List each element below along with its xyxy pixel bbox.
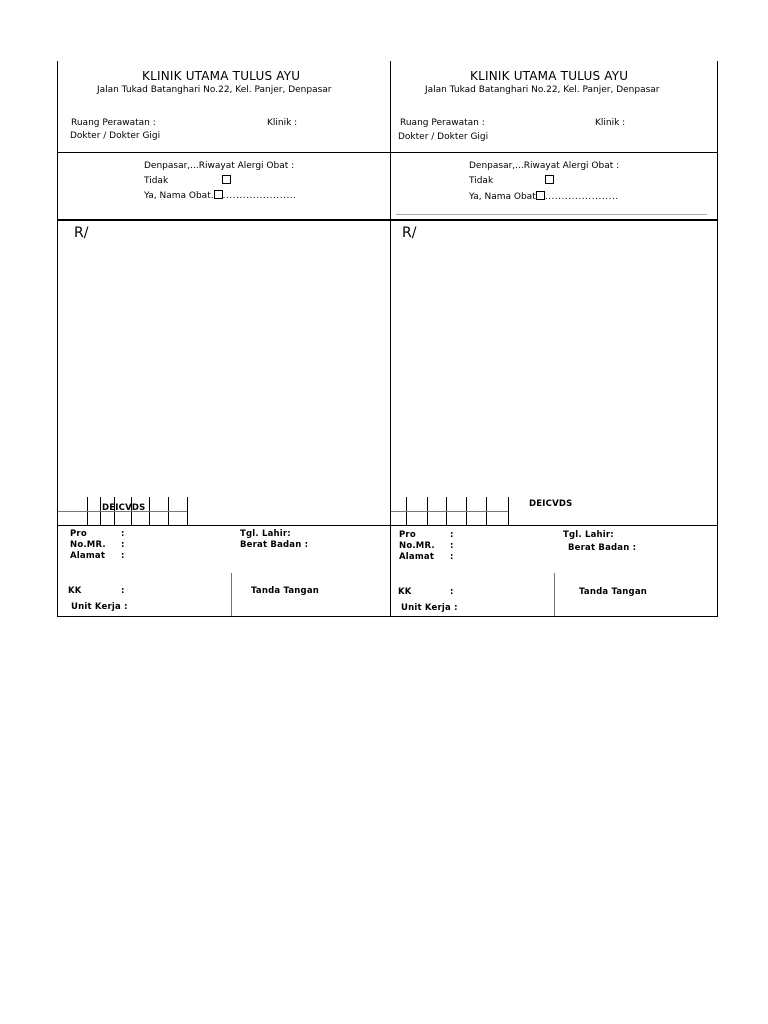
divider xyxy=(58,525,390,526)
pro-colon: : xyxy=(450,530,454,540)
grid-line xyxy=(508,497,509,525)
denpasar-label: Denpasar,... xyxy=(144,161,199,171)
pro-colon: : xyxy=(121,529,125,539)
klinik-label: Klinik : xyxy=(267,118,298,128)
clinic-address: Jalan Tukad Batanghari No.22, Kel. Panjer, Denpasar xyxy=(425,85,660,95)
pro-label: Pro xyxy=(399,530,416,540)
ya-line xyxy=(144,190,297,201)
ya-dots: ...................... xyxy=(222,191,297,201)
alamat-colon: : xyxy=(450,552,454,562)
clinic-name: KLINIK UTAMA TULUS AYU xyxy=(142,69,301,83)
clinic-name: KLINIK UTAMA TULUS AYU xyxy=(470,69,629,83)
ya-nama-obat-label: Ya, Nama Obat xyxy=(469,192,536,202)
tidak-checkbox[interactable] xyxy=(222,175,231,184)
prescription-form-right xyxy=(391,61,718,617)
no-mr-colon: : xyxy=(121,540,125,550)
sheet-bottom-edge xyxy=(57,616,718,617)
alamat-label: Alamat xyxy=(399,552,435,562)
alamat-colon: : xyxy=(121,551,125,561)
ruang-perawatan-label: Ruang Perawatan : xyxy=(71,118,156,128)
allergy-label: Riwayat Alergi Obat : xyxy=(523,161,620,171)
divider xyxy=(391,525,717,526)
tgl-lahir-label: Tgl. Lahir: xyxy=(563,530,614,540)
rx-symbol: R/ xyxy=(74,225,89,241)
no-mr-label: No.MR. xyxy=(70,540,106,550)
tidak-label: Tidak xyxy=(469,176,494,186)
tanda-tangan-label: Tanda Tangan xyxy=(251,586,320,596)
ya-nama-obat-label: Ya, Nama Obat. xyxy=(144,191,214,201)
kk-label: KK xyxy=(398,587,412,597)
klinik-label: Klinik : xyxy=(595,118,626,128)
grid-line xyxy=(391,511,508,512)
prescription-sheet xyxy=(57,61,718,617)
allergy-label: Riwayat Alergi Obat : xyxy=(198,161,295,171)
no-mr-colon: : xyxy=(450,541,454,551)
rx-symbol: R/ xyxy=(402,225,417,241)
deicvds-label: DEICVDS xyxy=(102,503,146,513)
dokter-label: Dokter / Dokter Gigi xyxy=(70,131,161,141)
kk-colon: : xyxy=(450,587,454,597)
divider xyxy=(231,573,232,617)
unit-kerja-label: Unit Kerja : xyxy=(71,602,128,612)
unit-kerja-label: Unit Kerja : xyxy=(401,603,458,613)
no-mr-label: No.MR. xyxy=(399,541,435,551)
kk-colon: : xyxy=(121,586,125,596)
berat-badan-label: Berat Badan : xyxy=(240,540,309,550)
tidak-label: Tidak xyxy=(144,176,169,186)
clinic-address: Jalan Tukad Batanghari No.22, Kel. Panjer, Denpasar xyxy=(97,85,332,95)
allergy-line xyxy=(144,161,294,171)
alamat-label: Alamat xyxy=(70,551,106,561)
divider xyxy=(58,219,390,221)
berat-badan-label: Berat Badan : xyxy=(568,543,637,553)
deicvds-label: DEICVDS xyxy=(529,499,573,509)
dokter-label: Dokter / Dokter Gigi xyxy=(398,132,489,142)
prescription-form-left xyxy=(57,61,391,617)
ya-checkbox[interactable] xyxy=(536,191,545,200)
divider xyxy=(554,573,555,617)
divider xyxy=(58,152,390,153)
kk-label: KK xyxy=(68,586,82,596)
divider xyxy=(396,214,707,215)
ya-dots: ...................... xyxy=(544,192,619,202)
divider xyxy=(391,152,717,153)
tgl-lahir-label: Tgl. Lahir: xyxy=(240,529,291,539)
ya-checkbox[interactable] xyxy=(214,190,223,199)
denpasar-label: Denpasar,... xyxy=(469,161,524,171)
divider xyxy=(391,219,717,221)
grid-line xyxy=(187,497,188,525)
tidak-checkbox[interactable] xyxy=(545,175,554,184)
ruang-perawatan-label: Ruang Perawatan : xyxy=(400,118,485,128)
pro-label: Pro xyxy=(70,529,87,539)
ya-line xyxy=(469,191,619,202)
allergy-line xyxy=(469,161,619,171)
tanda-tangan-label: Tanda Tangan xyxy=(579,587,648,597)
